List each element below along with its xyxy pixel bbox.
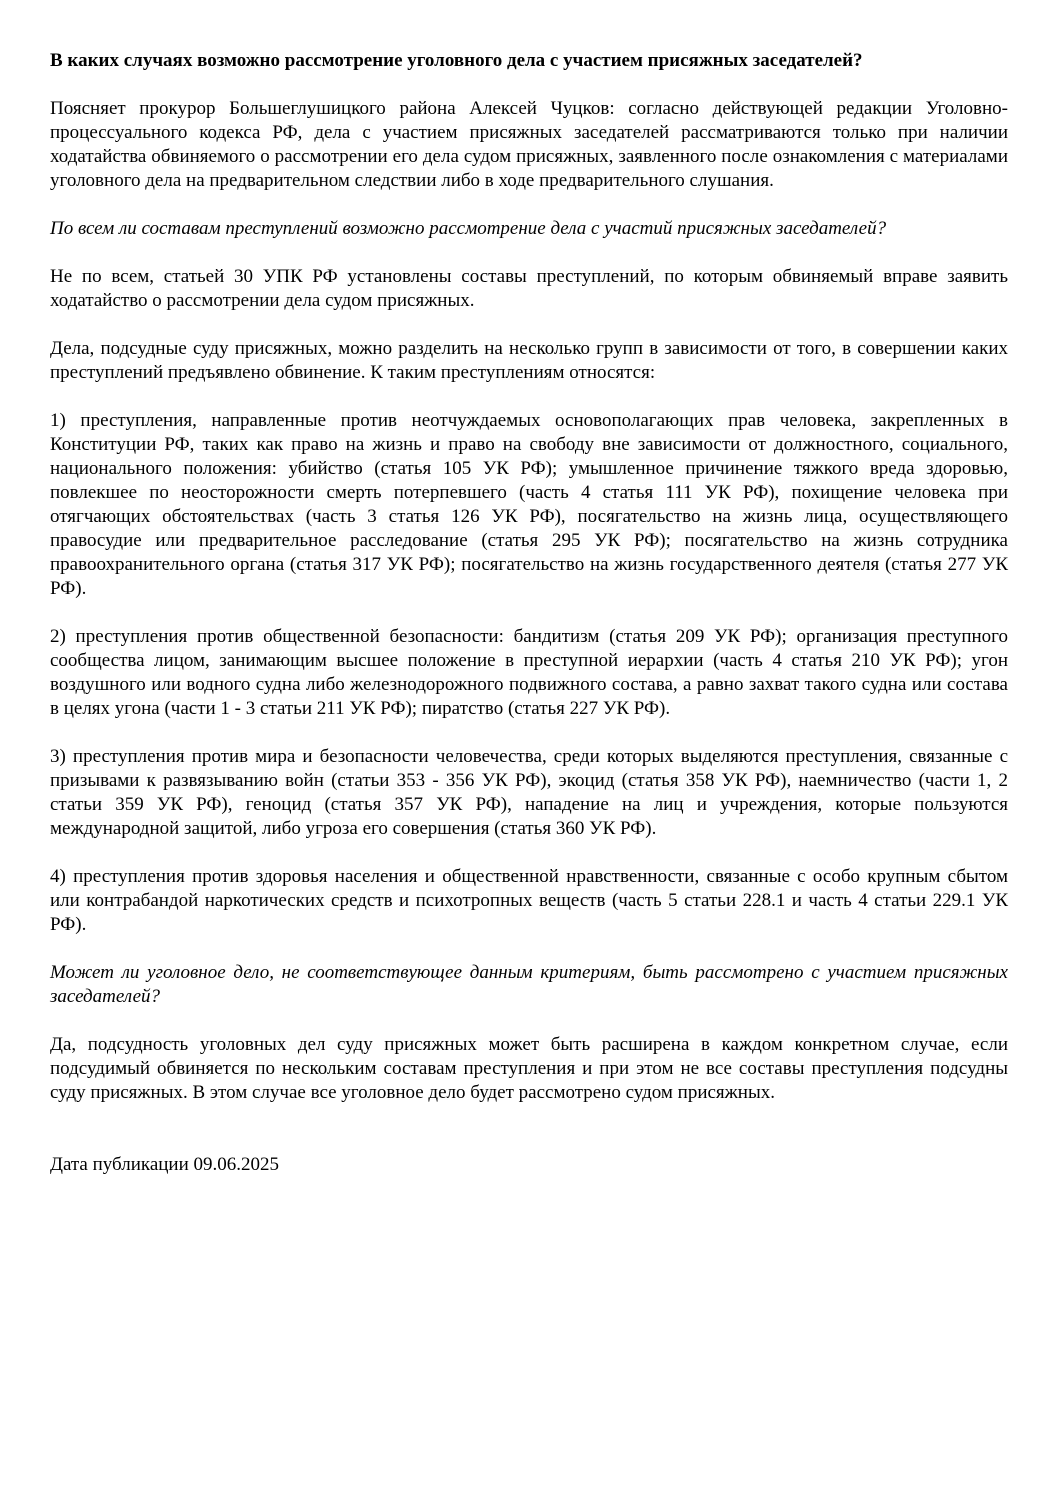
publication-date: Дата публикации 09.06.2025 bbox=[50, 1154, 280, 1175]
groups-intro-paragraph: Дела, подсудные суду присяжных, можно разделить на несколько групп в зависимости от того, в совершении каких преступлений предъявлено обвинение. К таким преступлениям относятся: bbox=[50, 338, 1008, 383]
document-page bbox=[50, 49, 1008, 1177]
answer-2-paragraph: Да, подсудность уголовных дел суду присяжных может быть расширена в каждом конкретном случае, если подсудимый обвиняется по нескольким составам преступления и при этом не все составы преступления подсудны суду присяжных. В этом случае все уголовное дело будет рассмотрено судом присяжных. bbox=[50, 1034, 1008, 1103]
intro-paragraph: Поясняет прокурор Большеглушицкого района Алексей Чуцков: согласно действующей редакции Уголовно-процессуального кодекса РФ, дела с участием присяжных заседателей рассматриваются только при наличии ходатайства обвиняемого о рассмотрении его дела судом присяжных, заявленного после ознакомления с материалами уголовного дела на предварительном следствии либо в ходе предварительного слушания. bbox=[50, 98, 1008, 191]
group-1-paragraph: 1) преступления, направленные против неотчуждаемых основополагающих прав человека, закрепленных в Конституции РФ, таких как право на жизнь и право на свободу вне зависимости от должностного, социального, национального положения: убийство (статья 105 УК РФ); умышленное причинение тяжкого вреда здоровью, повлекшее по неосторожности смерть потерпевшего (часть 4 статья 111 УК РФ), похищение человека при отягчающих обстоятельствах (часть 3 статья 126 УК РФ), посягательство на жизнь лица, осуществляющего правосудие или предварительное расследование (статья 295 УК РФ); посягательство на жизнь сотрудника правоохранительного органа (статья 317 УК РФ); посягательство на жизнь государственного деятеля (статья 277 УК РФ). bbox=[50, 410, 1008, 599]
group-4-paragraph: 4) преступления против здоровья населения и общественной нравственности, связанные с особо крупным сбытом или контрабандой наркотических средств и психотропных веществ (часть 5 статьи 228.1 и часть 4 статьи 229.1 УК РФ). bbox=[50, 866, 1008, 935]
answer-1-paragraph: Не по всем, статьей 30 УПК РФ установлены составы преступлений, по которым обвиняемый вправе заявить ходатайство о рассмотрении дела судом присяжных. bbox=[50, 266, 1008, 311]
group-2-paragraph: 2) преступления против общественной безопасности: бандитизм (статья 209 УК РФ); организация преступного сообщества лицом, занимающим высшее положение в преступной иерархии (часть 4 статья 210 УК РФ); угон воздушного или водного судна либо железнодорожного подвижного состава, а равно захват такого судна или состава в целях угона (части 1 - 3 статьи 211 УК РФ); пиратство (статья 227 УК РФ). bbox=[50, 626, 1008, 719]
group-3-paragraph: 3) преступления против мира и безопасности человечества, среди которых выделяются преступления, связанные с призывами к развязыванию войн (статьи 353 - 356 УК РФ), экоцид (статья 358 УК РФ), наемничество (части 1, 2 статьи 359 УК РФ), геноцид (статья 357 УК РФ), нападение на лиц и учреждения, которые пользуются международной защитой, либо угроза его совершения (статья 360 УК РФ). bbox=[50, 746, 1008, 839]
question-2: Может ли уголовное дело, не соответствующее данным критериям, быть рассмотрено с участием присяжных заседателей? bbox=[50, 962, 1008, 1007]
document-title: В каких случаях возможно рассмотрение уголовного дела с участием присяжных заседателей? bbox=[50, 50, 863, 71]
question-1: По всем ли составам преступлений возможно рассмотрение дела с участий присяжных заседателей? bbox=[50, 218, 887, 239]
